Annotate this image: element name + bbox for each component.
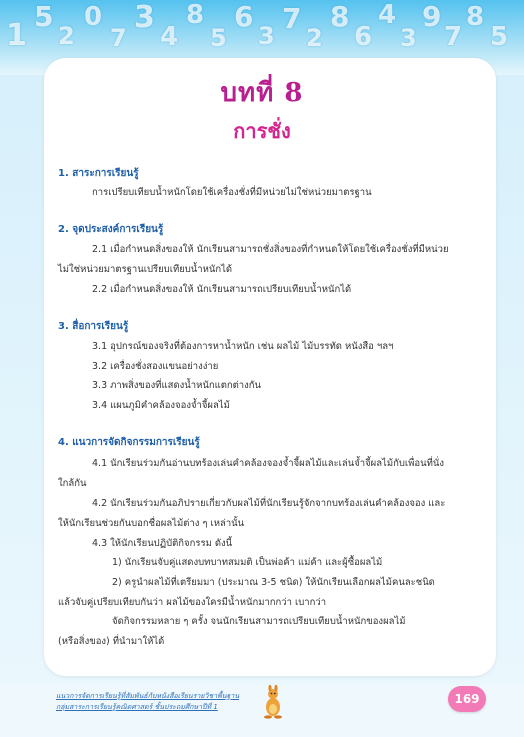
section-line: ใกล้กัน (58, 478, 87, 489)
section-line: ไม่ใช่หน่วยมาตรฐานเปรียบเทียบน้ำหนักได้ (58, 264, 233, 275)
section-line: (หรือสิ่งของ) ที่นำมาให้ได้ (58, 636, 165, 647)
chapter-subtitle: การชั่ง (233, 119, 291, 143)
footer-book-title-line2: กลุ่มสาระการเรียนรู้คณิตศาสตร์ ชั้นประถมศึกษาปีที่ 1 (56, 703, 218, 711)
decorative-digit: 4 (378, 0, 397, 30)
decorative-digit: 4 (160, 22, 179, 52)
section-line: 3.4 แผนภูมิคำคล้องจองจ้ำจี้ผลไม้ (92, 400, 230, 411)
decorative-digit: 3 (134, 0, 155, 35)
section-heading-activities: 4. แนวการจัดกิจกรรมการเรียนรู้ (58, 437, 200, 448)
section-heading-objectives: 2. จุดประสงค์การเรียนรู้ (58, 224, 164, 235)
footer-book-title-line1: แนวการจัดการเรียนรู้ที่สัมพันธ์กับหนังสือเรียนรายวิชาพื้นฐาน (56, 692, 240, 700)
decorative-digit: 7 (282, 2, 302, 35)
decorative-digit: 8 (186, 0, 205, 30)
chapter-title: บทที่ 8 (220, 78, 304, 108)
section-line: 4.2 นักเรียนร่วมกันอภิปรายเกี่ยวกับผลไม้ที่นักเรียนรู้จักจากบทร้องเล่นคำคล้องจอง และ (92, 498, 446, 509)
section-line: 2.2 เมื่อกำหนดสิ่งของให้ นักเรียนสามารถเปรียบเทียบน้ำหนักได้ (92, 284, 352, 295)
decorative-digit: 2 (306, 24, 323, 52)
section-line: 2) ครูนำผลไม้ที่เตรียมมา (ประมาณ 3-5 ชนิด) ให้นักเรียนเลือกผลไม้คนละชนิด (112, 577, 435, 588)
section-line: 2.1 เมื่อกำหนดสิ่งของให้ นักเรียนสามารถชั่งสิ่งของที่กำหนดให้โดยใช้เครื่องชั่งที่มีหน่วย (92, 244, 449, 255)
decorative-digit: 7 (110, 24, 127, 52)
section-line: แล้วจับคู่เปรียบเทียบกันว่า ผลไม้ของใครมีน้ำหนักมากกว่า เบากว่า (58, 597, 327, 608)
kangaroo-mascot-icon (262, 685, 284, 719)
section-heading-content: 1. สาระการเรียนรู้ (58, 168, 139, 179)
decorative-digit: 1 (6, 18, 27, 53)
decorative-digit: 0 (84, 2, 103, 32)
section-line: ให้นักเรียนช่วยกันบอกชื่อผลไม้ต่าง ๆ เหล่านั้น (58, 518, 245, 529)
section-line: 4.3 ให้นักเรียนปฏิบัติกิจกรรม ดังนี้ (92, 538, 233, 549)
decorative-digit: 2 (58, 22, 75, 50)
decorative-digit: 6 (234, 0, 254, 33)
section-line: 3.3 ภาพสิ่งของที่แสดงน้ำหนักแตกต่างกัน (92, 380, 262, 391)
section-line: 1) นักเรียนจับคู่แสดงบทบาทสมมติ เป็นพ่อค้า แม่ค้า และผู้ซื้อผลไม้ (112, 557, 383, 568)
decorative-digit: 6 (354, 22, 373, 52)
section-line: 4.1 นักเรียนร่วมกันอ่านบทร้องเล่นคำคล้องจองจ้ำจี้ผลไม้และเล่นจ้ำจี้ผลไม้กับเพื่อนที่นั่ง (92, 458, 444, 469)
decorative-digit: 3 (258, 22, 275, 50)
decorative-digit: 3 (400, 24, 417, 52)
section-line: การเปรียบเทียบน้ำหนักโดยใช้เครื่องชั่งที่มีหน่วยไม่ใช่หน่วยมาตรฐาน (92, 187, 372, 198)
section-heading-media: 3. สื่อการเรียนรู้ (58, 321, 129, 332)
decorative-digit: 8 (330, 0, 350, 33)
section-line: 3.1 อุปกรณ์ของจริงที่ต้องการหาน้ำหนัก เช่น ผลไม้ ไม้บรรทัด หนังสือ ฯลฯ (92, 341, 394, 352)
section-line: 3.2 เครื่องชั่งสองแขนอย่างง่าย (92, 361, 219, 372)
decorative-digit: 9 (422, 0, 442, 33)
page-number: 169 (448, 686, 486, 712)
section-line: จัดกิจกรรมหลาย ๆ ครั้ง จนนักเรียนสามารถเปรียบเทียบน้ำหนักของผลไม้ (112, 616, 406, 627)
decorative-digit: 5 (210, 24, 227, 52)
decorative-digit: 7 (444, 22, 463, 52)
decorative-digit: 5 (34, 0, 54, 33)
decorative-digit: 8 (466, 2, 485, 32)
decorative-digit: 5 (490, 22, 509, 52)
